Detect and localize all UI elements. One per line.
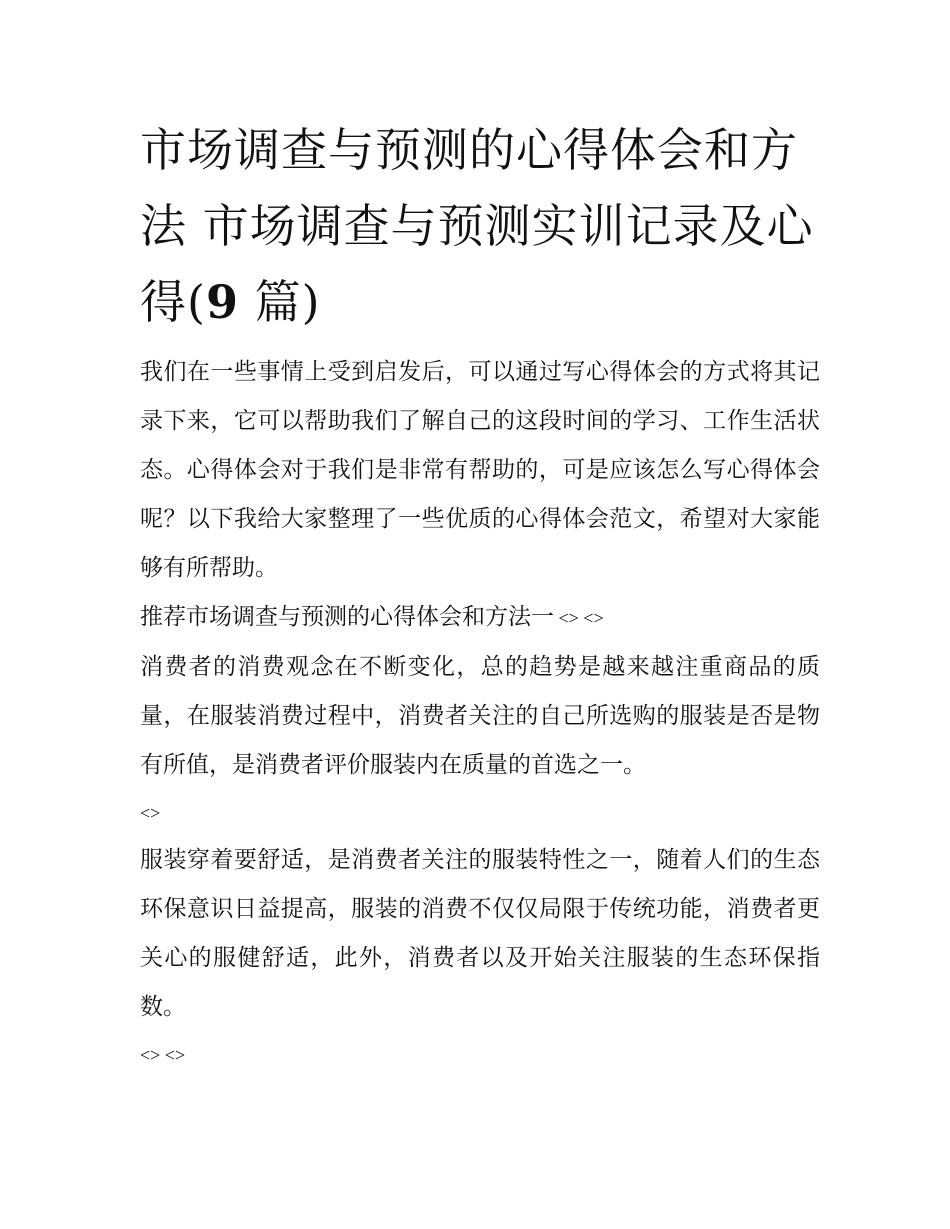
placeholder-marker-1: <> [140,803,161,823]
section-heading-text: 推荐市场调查与预测的心得体会和方法一 [140,604,554,630]
placeholder-marker-2: <> <> [140,1045,186,1065]
title-count: 9 [205,275,239,329]
document-title [140,112,820,340]
body-paragraph-1: 消费者的消费观念在不断变化，总的趋势是越来越注重商品的质量，在服装消费过程中，消费者关注的自己所选购的服装是否是物有所值，是消费者评价服装内在质量的首选之一。 [140,654,820,778]
section-heading-tags: <> <> [554,608,604,628]
document-page [140,112,820,1078]
title-text-part1: 市场调查与预测的心得体会和方法 市场调查与预测实训记录及心得( [140,123,814,329]
body-paragraph-2: 服装穿着要舒适，是消费者关注的服装特性之一，随着人们的生态环保意识日益提高，服装的消费不仅仅局限于传统功能，消费者更关心的服健舒适，此外，消费者以及开始关注服装的生态环保指数。 [140,847,820,1020]
intro-paragraph: 我们在一些事情上受到启发后，可以通过写心得体会的方式将其记录下来，它可以帮助我们了解自己的这段时间的学习、工作生活状态。心得体会对于我们是非常有帮助的，可是应该怎么写心得体会呢？以下我给大家整理了一些优质的心得体会范文，希望对大家能够有所帮助。 [140,359,820,581]
section-heading [140,593,820,643]
title-text-part2: 篇) [238,275,321,329]
